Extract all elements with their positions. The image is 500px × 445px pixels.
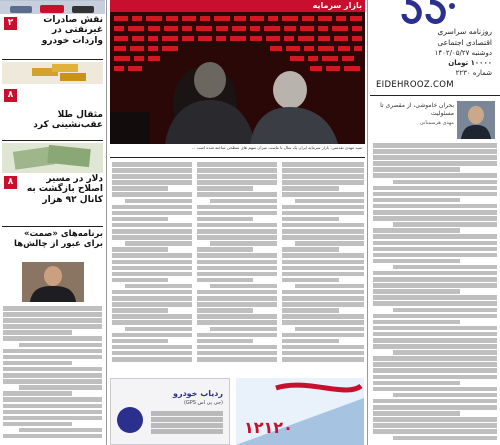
sidebar-divider-3 bbox=[2, 226, 103, 227]
tagline: روزنامه سراسری bbox=[437, 27, 492, 36]
author-photo bbox=[457, 101, 495, 139]
ad-banner-number: ۱۲۱۲۰ bbox=[244, 418, 293, 437]
sidebar-article-text bbox=[3, 306, 102, 445]
article-column-3 bbox=[282, 162, 364, 370]
website[interactable]: EIDEHROOZ.COM bbox=[376, 80, 454, 90]
gold-photo bbox=[2, 62, 103, 84]
sidebar-divider-2 bbox=[2, 140, 103, 141]
article-column-1 bbox=[112, 162, 192, 370]
subtitle: اقتصادی اجتماعی bbox=[437, 38, 492, 47]
masthead bbox=[370, 0, 500, 95]
column-rule-left bbox=[106, 0, 107, 445]
opinion-text bbox=[373, 143, 497, 445]
issue-date: دوشنبه ۱۴۰۲/۰۵/۲۷ bbox=[434, 49, 492, 57]
sidebar-divider-1 bbox=[2, 59, 103, 60]
page-badge-2: ۸ bbox=[4, 89, 17, 102]
sidebar-headline-4[interactable]: برنامه‌های «صمت» برای عبور از چالش‌ها bbox=[14, 229, 103, 249]
page-badge-1: ۲ bbox=[4, 17, 17, 30]
main-photo-caption: سید مهدی تقدسی: بازار سرمایه ایران یک سال تا ماست میزان سهم های سطحی ساخته شده است ... bbox=[191, 145, 362, 150]
sidebar-headline-1[interactable]: نقش صادرات غیرنفتی در واردات خودرو bbox=[41, 15, 103, 46]
price: ۱۰۰۰۰ تومان bbox=[448, 59, 492, 67]
main-photo bbox=[110, 12, 365, 144]
official-photo bbox=[22, 262, 84, 302]
ad-gps[interactable] bbox=[110, 378, 230, 445]
cars-photo bbox=[0, 0, 105, 14]
ad-banner[interactable] bbox=[236, 378, 364, 445]
ad-gps-text bbox=[151, 411, 223, 439]
opinion-author: مهدی هرسمنانی bbox=[419, 120, 454, 126]
left-sidebar bbox=[0, 0, 105, 445]
column-rule-right bbox=[367, 0, 368, 445]
opinion-title: بحران خاموشی، از مقصری تا مسئولیت bbox=[380, 102, 454, 117]
caption-divider bbox=[110, 157, 365, 158]
article-column-2 bbox=[197, 162, 277, 370]
logo bbox=[400, 0, 460, 26]
ad-gps-logo bbox=[117, 407, 143, 433]
sidebar-headline-3[interactable]: دلار در مسیر اصلاح بازگشت به کانال ۹۲ هزار bbox=[26, 174, 103, 205]
ad-gps-title: ردیاب خودرو bbox=[172, 389, 223, 398]
sidebar-headline-2[interactable]: مثقال طلا عقب‌نشینی کرد bbox=[33, 110, 103, 131]
page-badge-3: ۸ bbox=[4, 176, 17, 189]
ad-gps-subtitle: (جی پی اس GPS) bbox=[183, 400, 223, 406]
issue-number: شماره ۲۲۳۰ bbox=[455, 69, 492, 77]
dollar-photo bbox=[2, 143, 103, 173]
right-column-rule bbox=[370, 95, 500, 96]
top-headline: بازار سرمایه bbox=[312, 1, 362, 10]
